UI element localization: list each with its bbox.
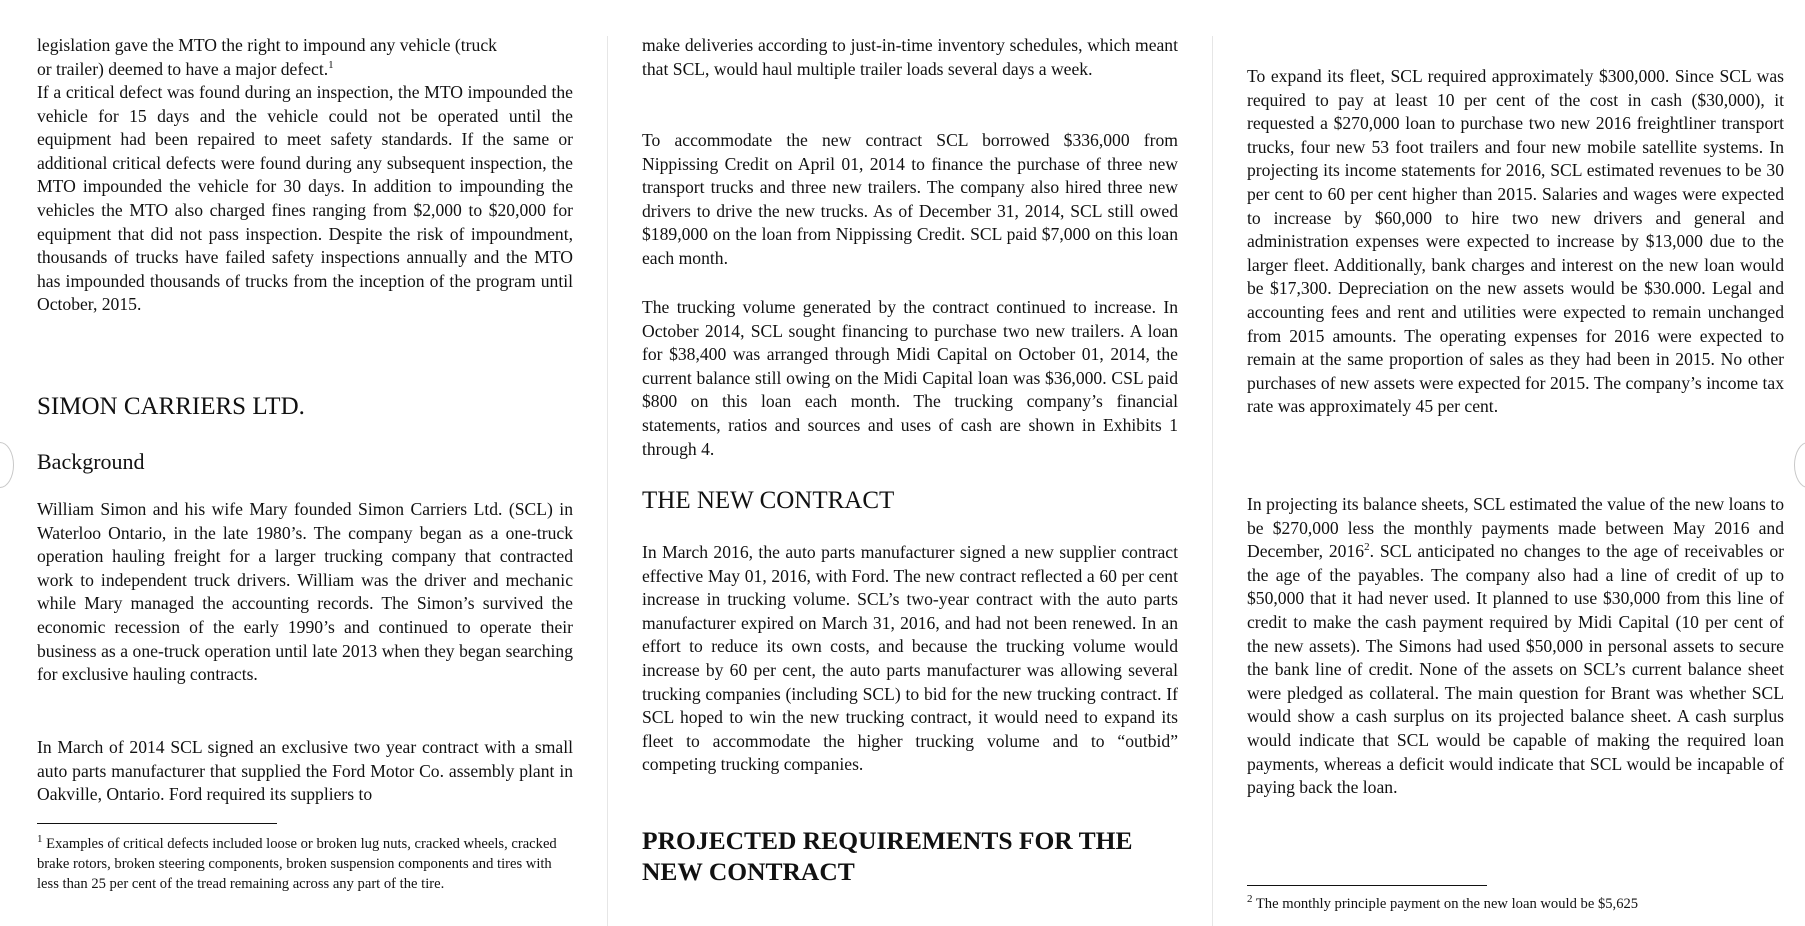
footnote-separator <box>37 823 277 824</box>
background-paragraph: William Simon and his wife Mary founded Simon Carriers Ltd. (SCL) in Waterloo Ontario, in the late 1980’s. The company began as a one-truck operation hauling freight for a larger trucking company that contracted work to independent truck drivers. William was the driver and mechanic while Mary managed the accounting records. The Simon’s survived the economic recession of the early 1990’s and continued to operate their business as a one-truck operation until late 2013 when they began searching for exclusive hauling contracts. <box>37 499 573 685</box>
background-heading: Background <box>37 449 145 474</box>
footnote-ref-1: 1 <box>328 58 334 71</box>
accommodate-paragraph: To accommodate the new contract SCL borrowed $336,000 from Nippissing Credit on April 01, 2014 to finance the purchase of three new transport trucks and three new trailers. The company also hired three new drivers to drive the new trucks. As of December 31, 2014, SCL still owed $189,000 on the loan from Nippissing Credit. SCL paid $7,000 on this loan each month. <box>642 130 1178 268</box>
inspection-paragraph: If a critical defect was found during an inspection, the MTO impounded the vehicle for 15 days and the vehicle could not be operated until the equipment had been repaired to meet safety standards. If the same or additional critical defects were found during any subsequent inspection, the MTO impounded the vehicle for 30 days. In addition to impounding the vehicles the MTO also charged fines ranging from $2,000 to $20,000 for equipment that did not pass inspection. Despite the risk of impoundment, thousands of trucks have failed safety inspections annually and the MTO has impounded thousands of trucks from the inception of the program until October, 2015. <box>37 82 573 315</box>
expand-fleet-paragraph: To expand its fleet, SCL required approximately $300,000. Since SCL was required to pay at least 10 per cent of the cost in cash ($30,000), it requested a $270,000 loan to purchase two new 2016 freightliner transport trucks, four new 53 foot trailers and four new mobile satellite systems. In projecting its income statements for 2016, SCL estimated revenues to be 30 per cent to 60 per cent higher than 2015. Salaries and wages were expected to increase by $60,000 to hire two new drivers and general and administration expenses were expected to increase by $13,000 due to the larger fleet. Additionally, bank charges and interest on the new loan would be $17,300. Depreciation on the new assets would be $30.000. Legal and accounting fees and rent and utilities were expected to remain unchanged from 2015 amounts. The operating expenses for 2016 were expected to remain at the same proportion of sales as they had been in 2015. No other purchases of new assets were expected for 2015. The company’s income tax rate was approximately 45 per cent. <box>1247 66 1784 417</box>
column-2 <box>642 0 1178 926</box>
column-3 <box>1247 0 1784 926</box>
continued-legislation-text: legislation gave the MTO the right to impound any vehicle (truck or trailer) deemed to have a major defect.$^1$ <box>37 35 497 79</box>
trucking-volume-paragraph: The trucking volume generated by the contract continued to increase. In October 2014, SCL sought financing to purchase two new trailers. A loan for $38,400 was arranged through Midi Capital on October 01, 2014, the current balance still owing on the Midi Capital loan was $36,000. CSL paid $800 on this loan each month. The trucking company’s financial statements, ratios and sources and uses of cash are shown in Exhibits 1 through 4. <box>642 297 1178 459</box>
new-contract-paragraph: In March 2016, the auto parts manufacturer signed a new supplier contract effective May 01, 2016, with Ford. The new contract reflected a 60 per cent increase in trucking volume. SCL’s two-year contract with the auto parts manufacturer expired on March 31, 2016, and had not been renewed. In an effort to reduce its own costs, and because the trucking volume would increase by 60 per cent, the auto parts manufacturer was allowing several trucking companies (including SCL) to bid for the new trucking contract. If SCL hoped to win the new trucking contract, it would need to expand its fleet to accommodate the higher trucking volume and to “outbid” competing trucking companies. <box>642 542 1178 775</box>
footnote-ref-2: 2 <box>1364 541 1370 554</box>
footnote-2: $^2$ The monthly principle payment on the new loan would be $5,625 <box>1247 893 1639 912</box>
column-1 <box>37 0 573 926</box>
column-divider <box>607 36 608 926</box>
footnote-1: $^1$ Examples of critical defects included loose or broken lug nuts, cracked wheels, cracked brake rotors, broken steering components, broken suspension components and tires with less than 25 per cent of the tread remaining across any part of the tire. <box>37 833 557 892</box>
left-page-edge <box>0 442 14 488</box>
company-heading: SIMON CARRIERS LTD. <box>37 393 305 420</box>
column-divider <box>1212 36 1213 926</box>
projected-requirements-heading: PROJECTED REQUIREMENTS FOR THE NEW CONTRACT <box>642 826 1133 886</box>
footnote-separator <box>1247 885 1487 886</box>
new-contract-heading: THE NEW CONTRACT <box>642 487 895 514</box>
balance-sheet-paragraph: In projecting its balance sheets, SCL estimated the value of the new loans to be $270,000 less the monthly payments made between May 2016 and December, 2016$^2$. SCL anticipated no changes to the age of receivables or the age of the payables. The company also had a line of credit of up to $50,000 that it had never used. It planned to use $30,000 from this line of credit to make the cash payment required by Midi Capital (10 per cent of the new assets). The Simons had used $50,000 in personal assets to secure the bank line of credit. None of the assets on SCL’s current balance sheet were pledged as collateral. The main question for Brant was whether SCL would show a cash surplus on its projected balance sheet. A cash surplus would indicate that SCL would be capable of making the required loan payments, whereas a deficit would indicate that SCL would be incapable of paying back the loan. <box>1247 494 1784 798</box>
march-2014-paragraph: In March of 2014 SCL signed an exclusive two year contract with a small auto parts manufacturer that supplied the Ford Motor Co. assembly plant in Oakville, Ontario. Ford required its suppliers to <box>37 737 573 805</box>
continued-deliveries-paragraph: make deliveries according to just-in-time inventory schedules, which meant that SCL, would haul multiple trailer loads several days a week. <box>642 35 1178 79</box>
right-page-edge <box>1794 442 1805 488</box>
